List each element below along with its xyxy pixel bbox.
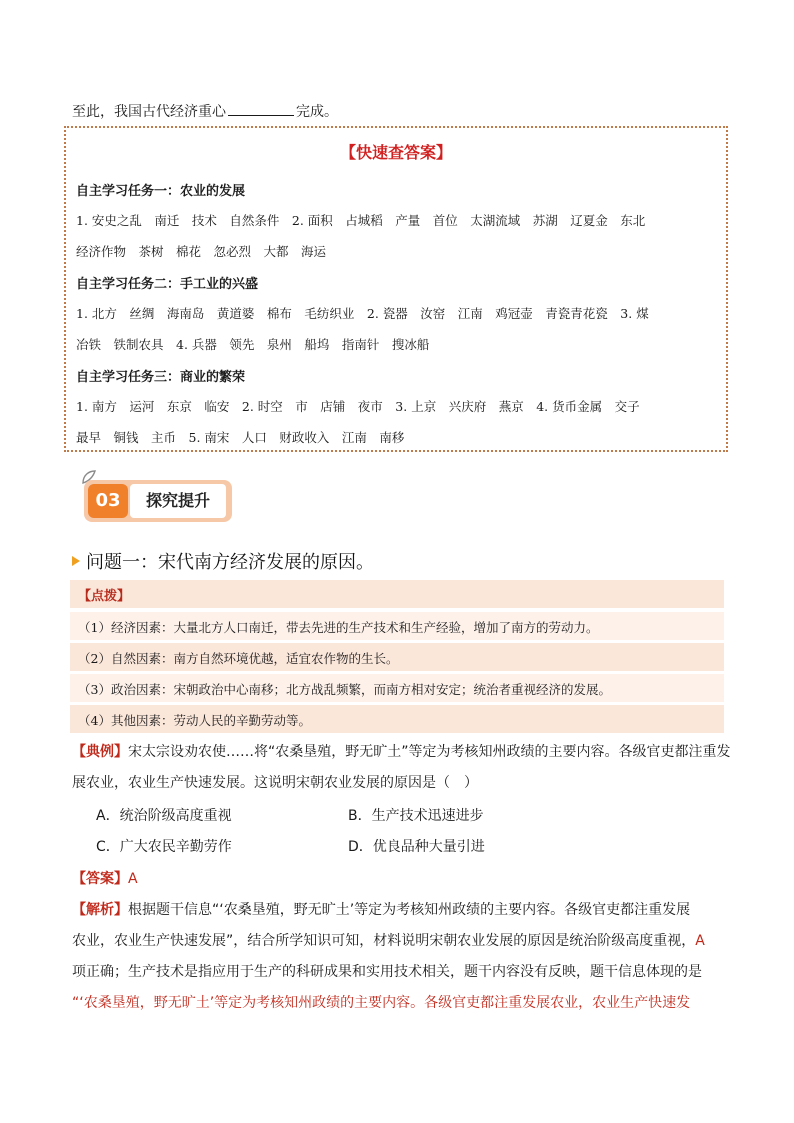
example-label: 【典例】 — [72, 744, 128, 760]
section-badge — [84, 480, 232, 522]
tips-label: 【点拨】 — [78, 589, 131, 604]
option-c[interactable]: C．广大农民辛勤劳作 — [96, 839, 232, 855]
intro-before: 至此，我国古代经济重心 — [72, 104, 226, 120]
tip-item — [70, 612, 724, 640]
task2-line2: 冶铁 铁制农具 4. 兵器 领先 泉州 船坞 指南针 搜冰船 — [76, 337, 430, 352]
example-line2: 展农业，农业生产快速发展。这说明宋朝农业发展的原因是（ ） — [72, 775, 478, 791]
task3-line2: 最早 铜钱 主币 5. 南宋 人口 财政收入 江南 南移 — [76, 430, 405, 445]
option-b[interactable]: B．生产技术迅速进步 — [348, 808, 484, 824]
tip-item-3: （3）政治因素：宋朝政治中心南移；北方战乱频繁，而南方相对安定；统治者重视经济的发展。 — [78, 682, 611, 697]
quick-answer-box — [64, 126, 728, 452]
task2-heading: 自主学习任务二：手工业的兴盛 — [76, 277, 259, 292]
task1-line1: 1. 安史之乱 南迁 技术 自然条件 2. 面积 占城稻 产量 首位 太湖流域 苏湖 辽夏金 东北 — [76, 213, 646, 228]
question-title: 问题一：宋代南方经济发展的原因。 — [86, 552, 374, 573]
task1-line2: 经济作物 茶树 棉花 忽必烈 大都 海运 — [76, 244, 327, 259]
analysis-text-2: 农业，农业生产快速发展”，结合所学知识可知，材料说明宋朝农业发展的原因是统治阶级高度重视， — [72, 933, 696, 949]
option-d[interactable]: D．优良品种大量引进 — [348, 839, 485, 855]
example-line1 — [72, 741, 731, 761]
analysis-line3: 项正确；生产技术是指应用于生产的科研成果和实用技术相关，题干内容没有反映，题干信息体现的是 — [72, 964, 702, 980]
task1-heading: 自主学习任务一：农业的发展 — [76, 184, 246, 199]
answer-value: A — [128, 871, 138, 887]
tip-item — [70, 643, 724, 671]
tip-item — [70, 705, 724, 733]
tip-item — [70, 674, 724, 702]
tip-item-2: （2）自然因素：南方自然环境优越，适宜农作物的生长。 — [78, 651, 399, 666]
option-a[interactable]: A．统治阶级高度重视 — [96, 808, 232, 824]
task3-heading: 自主学习任务三：商业的繁荣 — [76, 370, 246, 385]
analysis-answer-ref: A — [695, 933, 705, 949]
answer-line — [72, 868, 138, 888]
triangle-bullet-icon — [72, 556, 80, 566]
section-number: 03 — [88, 484, 128, 518]
intro-after: 完成。 — [296, 104, 338, 120]
task2-line1: 1. 北方 丝绸 海南岛 黄道婆 棉布 毛纺织业 2. 瓷器 汝窑 江南 鸡冠壶 青瓷青花瓷 3. 煤 — [76, 306, 649, 321]
answer-label: 【答案】 — [72, 871, 128, 887]
tip-item-1: （1）经济因素：大量北方人口南迁，带去先进的生产技术和生产经验，增加了南方的劳动力。 — [78, 620, 599, 635]
analysis-line4: “‘农桑垦殖，野无旷土’等定为考核知州政绩的主要内容。各级官吏都注重发展农业，农业生产快速发 — [72, 995, 691, 1011]
analysis-line2 — [72, 930, 705, 950]
analysis-label: 【解析】 — [72, 902, 128, 918]
fill-blank[interactable] — [228, 101, 294, 116]
task3-line1: 1. 南方 运河 东京 临安 2. 时空 市 店铺 夜市 3. 上京 兴庆府 燕京 4. 货币金属 交子 — [76, 399, 640, 414]
analysis-line1 — [72, 899, 690, 919]
tips-label-row — [70, 580, 724, 608]
analysis-text-1: 根据题干信息“‘农桑垦殖，野无旷土’等定为考核知州政绩的主要内容。各级官吏都注重发展 — [128, 902, 691, 918]
intro-sentence — [72, 101, 338, 122]
section-label: 探究提升 — [130, 484, 226, 518]
tip-item-4: （4）其他因素：劳动人民的辛勤劳动等。 — [78, 713, 311, 728]
answer-box-title: 【快速查答案】 — [339, 143, 452, 162]
example-text-1: 宋太宗设劝农使……将“农桑垦殖，野无旷土”等定为考核知州政绩的主要内容。各级官吏都注重发 — [128, 744, 731, 760]
